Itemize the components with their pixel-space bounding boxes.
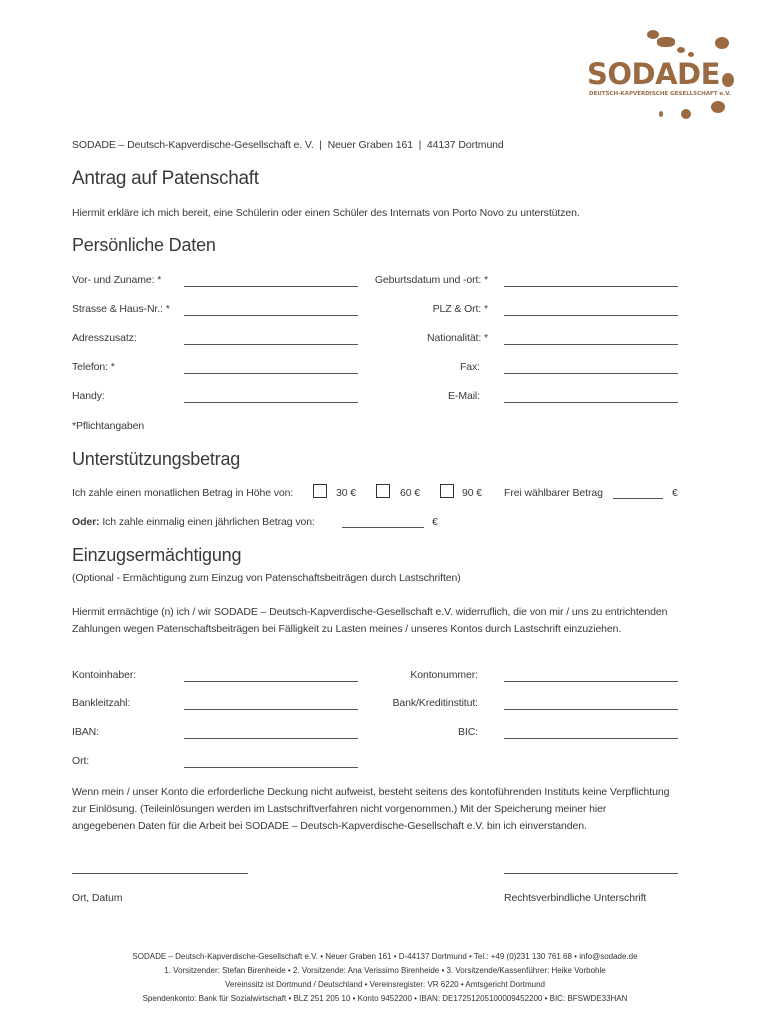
place-date-label: Ort, Datum [72,892,123,904]
option-60-checkbox[interactable] [376,484,390,498]
account-holder-input-line[interactable] [184,681,358,682]
monthly-label: Ich zahle einen monatlichen Betrag in Höhe von: [72,487,294,499]
birth-input-line[interactable] [504,286,678,287]
logo-island-shape [715,37,729,49]
zip-city-input-line[interactable] [504,315,678,316]
field-label: Kontoinhaber: [72,669,137,681]
option-90-label: 90 € [462,487,483,499]
field-label: Bank/Kreditinstitut: [392,697,478,709]
page-title: Antrag auf Patenschaft [72,168,259,189]
phone-input-line[interactable] [184,373,358,374]
field-label: E-Mail: [448,390,480,402]
option-30-checkbox[interactable] [313,484,327,498]
section-heading-support: Unterstützungsbetrag [72,449,241,469]
mobile-input-line[interactable] [184,402,358,403]
section-heading-debit: Einzugsermächtigung [72,545,242,565]
footer-line: Vereinssitz ist Dortmund / Deutschland • Vereinsregister: VR 6220 • Amtsgericht Dortmund [225,980,545,989]
field-label: Fax: [459,361,480,373]
street-input-line[interactable] [184,315,358,316]
required-note: *Pflichtangaben [72,420,145,432]
footer-line: 1. Vorsitzender: Stefan Birenheide • 2. Vorsitzende: Ana Verissimo Birenheide • 3. Vorsitzende/Kassenführer: Heike Vorbohle [164,966,606,975]
address-extra-input-line[interactable] [184,344,358,345]
logo-wordmark: SODADE [587,57,720,91]
footer-line: SODADE – Deutsch-Kapverdische-Gesellschaft e.V. • Neuer Graben 161 • D-44137 Dortmund • Tel.: +49 (0)231 130 761 68 • info@sodade.de [132,952,638,961]
free-amount-label: Frei wählbarer Betrag [504,487,603,499]
footer-line: Spendenkonto: Bank für Sozialwirtschaft • BLZ 251 205 10 • Konto 9452200 • IBAN: DE17251205100009452200 • BIC: BFSWDE33HAN [142,994,628,1003]
logo-island-shape [722,73,734,87]
legal-signature-label: Rechtsverbindliche Unterschrift [504,892,647,904]
field-label: PLZ & Ort: * [432,303,488,315]
free-amount-input-line[interactable] [613,498,663,499]
option-90-checkbox[interactable] [440,484,454,498]
yearly-currency: € [432,516,438,528]
sodade-logo [585,25,745,125]
field-label: Nationalität: * [427,332,488,344]
account-number-input-line[interactable] [504,681,678,682]
or-label: Oder: [72,516,100,528]
name-input-line[interactable] [184,286,358,287]
field-label: Telefon: * [72,361,115,373]
logo-island-shape [657,37,675,47]
yearly-label: Ich zahle einmalig einen jährlichen Betrag von: [99,516,315,528]
field-label: Kontonummer: [410,669,478,681]
email-input-line[interactable] [504,402,678,403]
field-label: Strasse & Haus-Nr.: * [72,303,170,315]
authorization-text: Hiermit ermächtige (n) ich / wir SODADE – Deutsch-Kapverdische-Gesellschaft e.V. widerruflich, die von mir / uns zu entrichtenden Zahlungen wegen Patenschaftsbeiträgen bei Fälligkeit zu Lasten meines / unseres Kontos durch Lastschrift einzuziehen. [72,606,668,635]
city-input-line[interactable] [184,767,358,768]
field-label: Vor- und Zuname: * [72,274,162,286]
bic-input-line[interactable] [504,738,678,739]
debit-subheading: (Optional - Ermächtigung zum Einzug von Patenschaftsbeiträgen durch Lastschriften) [72,572,461,584]
nationality-input-line[interactable] [504,344,678,345]
intro-text: Hiermit erkläre ich mich bereit, eine Schülerin oder einen Schüler des Internats von Porto Novo zu unterstützen. [72,207,580,219]
logo-tagline: DEUTSCH-KAPVERDISCHE GESELLSCHAFT e.V. [589,91,731,97]
iban-input-line[interactable] [184,738,358,739]
legal-signature-line[interactable] [504,873,678,874]
field-label: Handy: [72,390,105,402]
disclaimer-text: Wenn mein / unser Konto die erforderliche Deckung nicht aufweist, besteht seitens des kontoführenden Instituts keine Verpflichtung zur Einlösung. (Teileinlösungen werden im Lastschriftverfahren nicht vorgenommen.) Mit der Speicherung meiner hier angegebenen Daten für die Arbeit bei SODADE – Deutsch-Kapverdische-Gesellschaft e.V. bin ich einverstanden. [72,786,670,832]
fax-input-line[interactable] [504,373,678,374]
field-label: Adresszusatz: [72,332,137,344]
logo-island-shape [677,47,685,53]
header-address: SODADE – Deutsch-Kapverdische-Gesellschaft e. V. | Neuer Graben 161 | 44137 Dortmund [72,139,504,151]
option-30-label: 30 € [336,487,357,499]
free-amount-currency: € [672,487,678,499]
place-date-signature-line[interactable] [72,873,248,874]
logo-island-shape [711,101,725,113]
yearly-row [72,516,315,528]
field-label: Geburtsdatum und -ort: * [374,274,488,286]
option-60-label: 60 € [400,487,421,499]
yearly-amount-input-line[interactable] [342,527,424,528]
field-label: Ort: [72,755,90,767]
logo-island-shape [659,111,663,117]
logo-island-shape [647,30,659,39]
section-heading-personal: Persönliche Daten [72,235,216,255]
field-label: IBAN: [72,726,99,738]
logo-island-shape [681,109,691,119]
bank-name-input-line[interactable] [504,709,678,710]
bank-code-input-line[interactable] [184,709,358,710]
field-label: BIC: [457,726,478,738]
field-label: Bankleitzahl: [72,697,131,709]
